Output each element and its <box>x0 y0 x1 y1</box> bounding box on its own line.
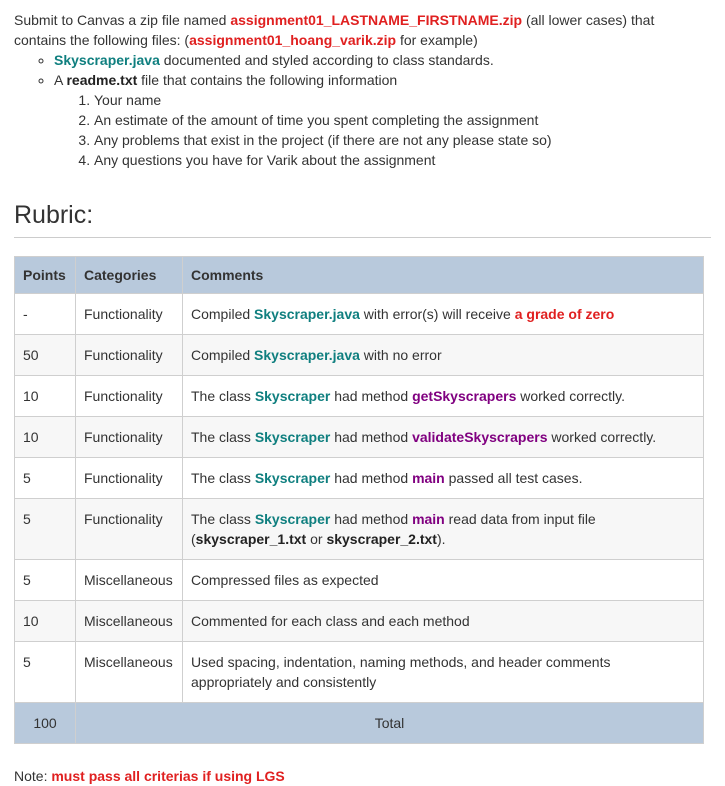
points-cell: 10 <box>15 376 76 417</box>
points-cell: 5 <box>15 458 76 499</box>
readme-list <box>54 90 711 170</box>
total-points: 100 <box>15 703 76 744</box>
comments-header: Comments <box>183 257 704 294</box>
table-row <box>15 499 704 560</box>
list-item: 4. Any questions you have for Varik about the assignment <box>94 150 711 170</box>
zip-name: assignment01_LASTNAME_FIRSTNAME.zip <box>230 12 523 28</box>
comment-cell: The class Skyscraper had method validateSkyscrapers worked correctly. <box>183 417 704 458</box>
list-item: 3. Any problems that exist in the project (if there are not any please state so) <box>94 130 711 150</box>
list-item: ◦ Skyscraper.java documented and styled according to class standards. <box>54 50 711 70</box>
category-cell: Functionality <box>76 335 183 376</box>
category-cell: Miscellaneous <box>76 560 183 601</box>
points-cell: 10 <box>15 417 76 458</box>
table-row <box>15 294 704 335</box>
table-row <box>15 458 704 499</box>
list-item: ◦ A readme.txt file that contains the following information 1. Your name 2. An estimate of the amount of time you spent completing the assignment 3. Any problems that exist in the project (if there are not any please state so) 4. Any questions you have for Varik about the assignment <box>54 70 711 170</box>
category-cell: Miscellaneous <box>76 642 183 703</box>
comment-cell: Used spacing, indentation, naming methods, and header comments appropriately and consistently <box>183 642 704 703</box>
category-cell: Functionality <box>76 294 183 335</box>
rubric-table <box>14 256 704 744</box>
table-row <box>15 335 704 376</box>
table-row <box>15 601 704 642</box>
comment-cell: Commented for each class and each method <box>183 601 704 642</box>
points-cell: 10 <box>15 601 76 642</box>
table-row <box>15 642 704 703</box>
points-header: Points <box>15 257 76 294</box>
total-row <box>15 703 704 744</box>
file-list <box>14 50 711 170</box>
comment-cell: The class Skyscraper had method getSkyscrapers worked correctly. <box>183 376 704 417</box>
points-cell: - <box>15 294 76 335</box>
table-header-row <box>15 257 704 294</box>
note-text: must pass all criterias if using LGS <box>51 768 285 784</box>
points-cell: 5 <box>15 642 76 703</box>
zip-example: assignment01_hoang_varik.zip <box>189 32 397 48</box>
rubric-heading: Rubric: <box>14 200 711 238</box>
comment-cell: Compiled Skyscraper.java with no error <box>183 335 704 376</box>
comment-cell: The class Skyscraper had method main passed all test cases. <box>183 458 704 499</box>
total-label: Total <box>76 703 704 744</box>
category-cell: Functionality <box>76 458 183 499</box>
submit-instructions: Submit to Canvas a zip file named assignment01_LASTNAME_FIRSTNAME.zip (all lower cases) that contains the following files: (assignment01_hoang_varik.zip for example) <box>14 12 655 48</box>
table-row <box>15 376 704 417</box>
categories-header: Categories <box>76 257 183 294</box>
list-item: 2. An estimate of the amount of time you spent completing the assignment <box>94 110 711 130</box>
comment-cell: Compiled Skyscraper.java with error(s) will receive a grade of zero <box>183 294 704 335</box>
comment-cell: Compressed files as expected <box>183 560 704 601</box>
category-cell: Functionality <box>76 499 183 560</box>
table-row <box>15 560 704 601</box>
category-cell: Functionality <box>76 417 183 458</box>
points-cell: 5 <box>15 499 76 560</box>
points-cell: 50 <box>15 335 76 376</box>
category-cell: Functionality <box>76 376 183 417</box>
comment-cell: The class Skyscraper had method main read data from input file (skyscraper_1.txt or skyscraper_2.txt). <box>183 499 704 560</box>
note: Note: must pass all criterias if using LGS <box>14 768 285 784</box>
category-cell: Miscellaneous <box>76 601 183 642</box>
table-row <box>15 417 704 458</box>
list-item: 1. Your name <box>94 90 711 110</box>
points-cell: 5 <box>15 560 76 601</box>
